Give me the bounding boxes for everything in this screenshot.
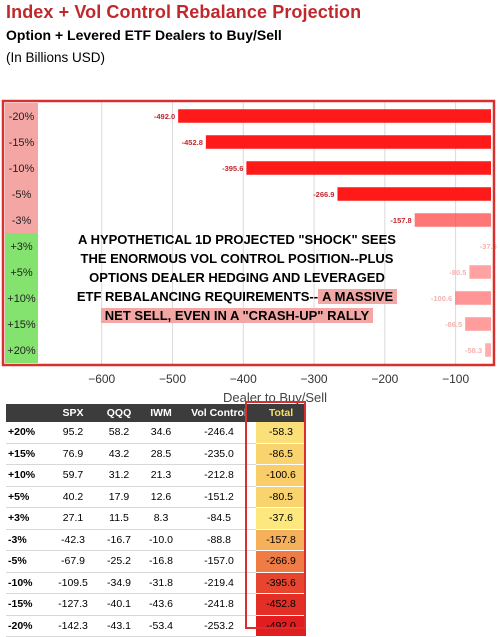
callout-line-4 bbox=[38, 287, 436, 306]
cell-iwm: -31.8 bbox=[140, 572, 182, 594]
data-label: -266.9 bbox=[313, 190, 335, 199]
table-header-row bbox=[6, 404, 306, 422]
row-label: +15% bbox=[6, 443, 48, 465]
cell-qqq: 11.5 bbox=[98, 508, 140, 530]
data-label: -58.3 bbox=[465, 346, 483, 355]
data-label: -157.8 bbox=[390, 216, 412, 225]
cell-iwm: 21.3 bbox=[140, 465, 182, 487]
bar bbox=[455, 291, 491, 305]
bar bbox=[415, 213, 491, 227]
table-row bbox=[6, 572, 306, 594]
x-tick-label: −200 bbox=[371, 372, 399, 386]
table-row bbox=[6, 508, 306, 530]
row-label: -20% bbox=[6, 615, 48, 637]
row-label: +20% bbox=[6, 422, 48, 443]
data-label: -492.0 bbox=[153, 112, 176, 121]
cell-total: -266.9 bbox=[256, 551, 306, 573]
bar bbox=[485, 343, 491, 357]
header-spx: SPX bbox=[48, 404, 98, 422]
category-label: -20% bbox=[8, 111, 35, 123]
table-row bbox=[6, 465, 306, 487]
chart-subtitle: Option + Levered ETF Dealers to Buy/Sell bbox=[6, 27, 282, 43]
cell-spx: 59.7 bbox=[48, 465, 98, 487]
cell-spx: -127.3 bbox=[48, 594, 98, 616]
callout-line-3: OPTIONS DEALER HEDGING AND LEVERAGED bbox=[89, 270, 385, 285]
category-label: +15% bbox=[7, 319, 36, 331]
category-label: +5% bbox=[10, 267, 33, 279]
data-table-wrap bbox=[6, 404, 306, 637]
table-row bbox=[6, 529, 306, 551]
cell-iwm: -10.0 bbox=[140, 529, 182, 551]
cell-qqq: 58.2 bbox=[98, 422, 140, 443]
x-tick-label: −100 bbox=[442, 372, 470, 386]
category-label: +3% bbox=[10, 241, 33, 253]
cell-vol-control: -151.2 bbox=[182, 486, 256, 508]
cell-spx: -42.3 bbox=[48, 529, 98, 551]
callout-line-4-highlight: A MASSIVE bbox=[318, 289, 397, 304]
x-tick-label: −300 bbox=[300, 372, 328, 386]
bar bbox=[178, 109, 491, 123]
cell-iwm: 8.3 bbox=[140, 508, 182, 530]
callout-line-1: A HYPOTHETICAL 1D PROJECTED "SHOCK" SEES bbox=[78, 232, 396, 247]
callout-line-5-highlight: NET SELL, EVEN IN A "CRASH-UP" RALLY bbox=[101, 308, 373, 323]
header-blank bbox=[6, 404, 48, 422]
chart-title: Index + Vol Control Rebalance Projection bbox=[6, 2, 362, 22]
table-row bbox=[6, 422, 306, 443]
cell-total: -86.5 bbox=[256, 443, 306, 465]
cell-iwm: -16.8 bbox=[140, 551, 182, 573]
row-label: +3% bbox=[6, 508, 48, 530]
data-label: -37.6 bbox=[479, 242, 497, 251]
cell-spx: 76.9 bbox=[48, 443, 98, 465]
cell-iwm: 28.5 bbox=[140, 443, 182, 465]
table-row bbox=[6, 443, 306, 465]
cell-spx: 95.2 bbox=[48, 422, 98, 443]
cell-qqq: 31.2 bbox=[98, 465, 140, 487]
cell-qqq: -16.7 bbox=[98, 529, 140, 551]
table-row bbox=[6, 615, 306, 637]
data-label: -395.6 bbox=[222, 164, 244, 173]
row-label: -3% bbox=[6, 529, 48, 551]
unit-note: (In Billions USD) bbox=[6, 50, 106, 65]
cell-qqq: 43.2 bbox=[98, 443, 140, 465]
cell-total: -37.6 bbox=[256, 508, 306, 530]
x-tick-label: −500 bbox=[158, 372, 186, 386]
bar bbox=[246, 161, 491, 175]
cell-qqq: -25.2 bbox=[98, 551, 140, 573]
bar bbox=[469, 265, 491, 279]
category-label: +20% bbox=[7, 345, 36, 357]
x-tick-label: −600 bbox=[88, 372, 116, 386]
x-axis-label: Dealer to Buy/Sell bbox=[222, 390, 328, 404]
cell-qqq: 17.9 bbox=[98, 486, 140, 508]
bar bbox=[465, 317, 491, 331]
data-label: -80.5 bbox=[449, 268, 467, 277]
table-row bbox=[6, 551, 306, 573]
cell-iwm: -53.4 bbox=[140, 615, 182, 637]
row-label: -15% bbox=[6, 594, 48, 616]
cell-total: -157.8 bbox=[256, 529, 306, 551]
row-label: +5% bbox=[6, 486, 48, 508]
cell-total: -452.8 bbox=[256, 594, 306, 616]
cell-total: -492.0 bbox=[256, 615, 306, 637]
row-label: -5% bbox=[6, 551, 48, 573]
header-total: Total bbox=[256, 404, 306, 422]
x-tick-label: −400 bbox=[229, 372, 257, 386]
data-label: -452.8 bbox=[181, 138, 203, 147]
callout-line-5 bbox=[38, 306, 436, 325]
bar bbox=[337, 187, 491, 201]
category-label: -3% bbox=[11, 215, 32, 227]
cell-vol-control: -253.2 bbox=[182, 615, 256, 637]
cell-vol-control: -88.8 bbox=[182, 529, 256, 551]
data-label: -100.6 bbox=[430, 294, 453, 303]
category-label: -10% bbox=[8, 163, 35, 175]
callout-text bbox=[38, 230, 436, 325]
data-label: -86.5 bbox=[445, 320, 463, 329]
category-label: -15% bbox=[8, 137, 35, 149]
category-label: +10% bbox=[7, 293, 36, 305]
category-label: -5% bbox=[11, 189, 32, 201]
cell-total: -395.6 bbox=[256, 572, 306, 594]
cell-iwm: 12.6 bbox=[140, 486, 182, 508]
row-label: -10% bbox=[6, 572, 48, 594]
cell-qqq: -43.1 bbox=[98, 615, 140, 637]
cell-iwm: 34.6 bbox=[140, 422, 182, 443]
bar bbox=[206, 135, 491, 149]
cell-spx: -67.9 bbox=[48, 551, 98, 573]
cell-total: -80.5 bbox=[256, 486, 306, 508]
cell-vol-control: -84.5 bbox=[182, 508, 256, 530]
cell-vol-control: -246.4 bbox=[182, 422, 256, 443]
header-qqq: QQQ bbox=[98, 404, 140, 422]
callout-line-2: THE ENORMOUS VOL CONTROL POSITION--PLUS bbox=[80, 251, 394, 266]
table-row bbox=[6, 594, 306, 616]
cell-vol-control: -235.0 bbox=[182, 443, 256, 465]
cell-spx: 40.2 bbox=[48, 486, 98, 508]
cell-qqq: -40.1 bbox=[98, 594, 140, 616]
header-iwm: IWM bbox=[140, 404, 182, 422]
cell-spx: -109.5 bbox=[48, 572, 98, 594]
table-body bbox=[6, 422, 306, 637]
cell-qqq: -34.9 bbox=[98, 572, 140, 594]
cell-total: -58.3 bbox=[256, 422, 306, 443]
cell-vol-control: -241.8 bbox=[182, 594, 256, 616]
cell-total: -100.6 bbox=[256, 465, 306, 487]
cell-vol-control: -219.4 bbox=[182, 572, 256, 594]
cell-spx: -142.3 bbox=[48, 615, 98, 637]
row-label: +10% bbox=[6, 465, 48, 487]
cell-vol-control: -212.8 bbox=[182, 465, 256, 487]
header-vol-control: Vol Control bbox=[182, 404, 256, 422]
cell-vol-control: -157.0 bbox=[182, 551, 256, 573]
cell-spx: 27.1 bbox=[48, 508, 98, 530]
callout-line-4-plain: ETF REBALANCING REQUIREMENTS-- bbox=[76, 289, 319, 304]
data-table bbox=[6, 404, 306, 637]
cell-iwm: -43.6 bbox=[140, 594, 182, 616]
table-row bbox=[6, 486, 306, 508]
